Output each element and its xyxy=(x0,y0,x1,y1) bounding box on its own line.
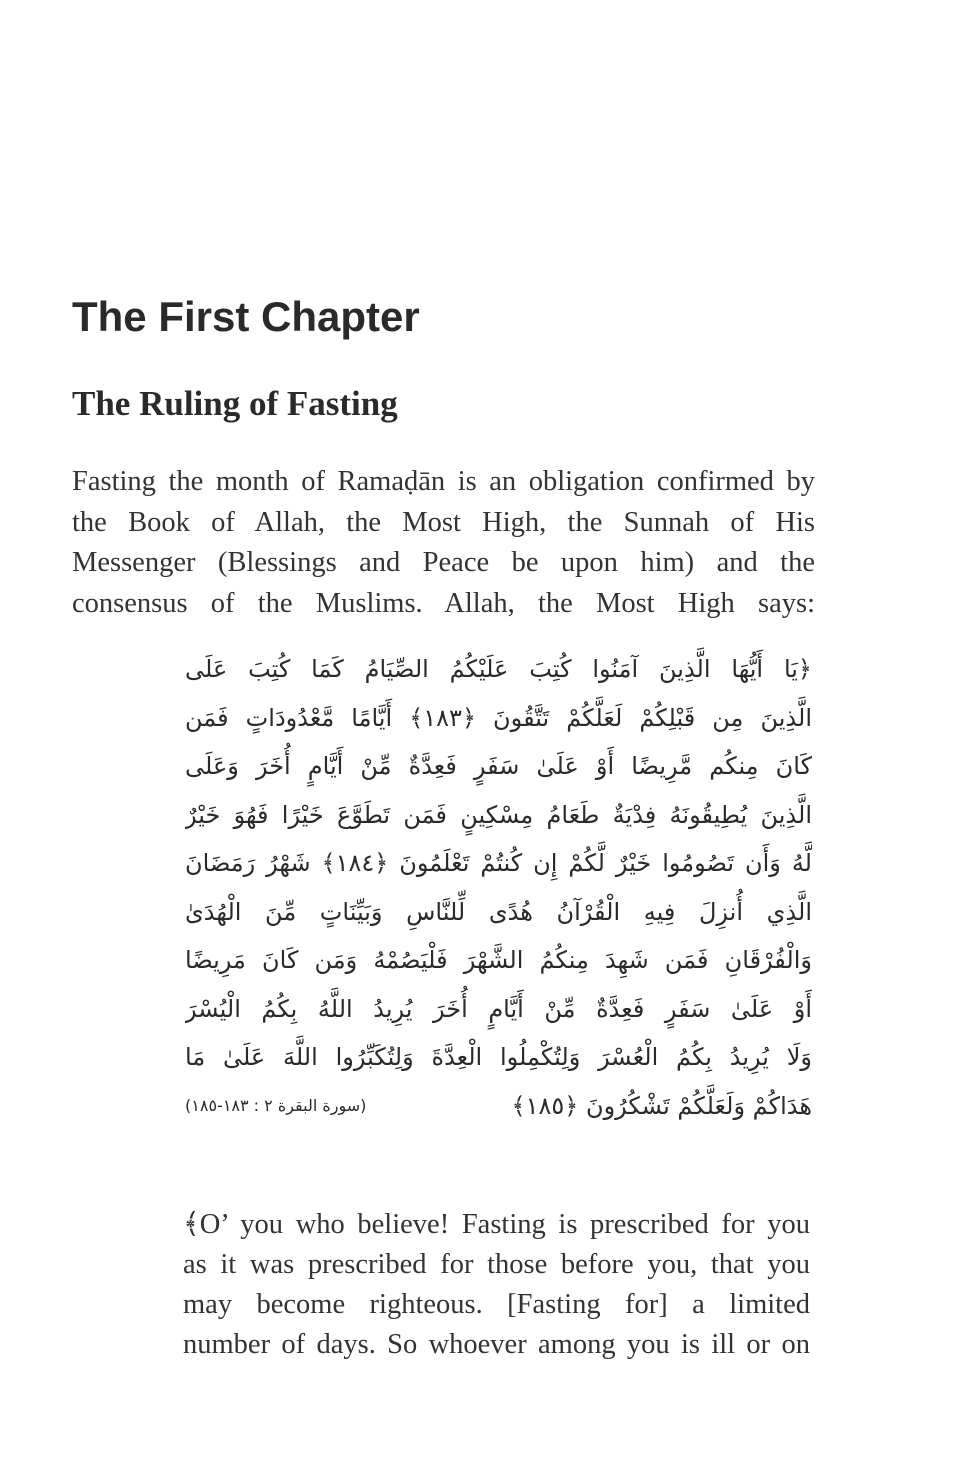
quran-line: وَلَا يُرِيدُ بِكُمُ الْعُسْرَ وَلِتُكْمِلُوا الْعِدَّةَ وَلِتُكَبِّرُوا اللَّهَ عَلَىٰ مَا xyxy=(185,1043,812,1071)
translation-paragraph xyxy=(183,1205,810,1365)
translation-line: as it was prescribed for those before you, that you xyxy=(183,1249,810,1280)
translation-line: may become righteous. [Fasting for] a limited xyxy=(183,1289,810,1320)
intro-line: Fasting the month of Ramaḍān is an obligation confirmed by xyxy=(72,466,815,497)
intro-line: consensus of the Muslims. Allah, the Most High says: xyxy=(72,587,815,619)
quran-line: أَوْ عَلَىٰ سَفَرٍ فَعِدَّةٌ مِّنْ أَيَّامٍ أُخَرَ يُرِيدُ اللَّهُ بِكُمُ الْيُسْرَ xyxy=(185,994,812,1023)
translation-line: number of days. So whoever among you is ill or on xyxy=(183,1329,810,1360)
quran-line: كَانَ مِنكُم مَّرِيضًا أَوْ عَلَىٰ سَفَرٍ فَعِدَّةٌ مِّنْ أَيَّامٍ أُخَرَ وَعَلَى xyxy=(185,752,812,780)
quran-line: لَّهُ وَأَن تَصُومُوا خَيْرٌ لَّكُمْ إِن كُنتُمْ تَعْلَمُونَ ﴿١٨٤﴾ شَهْرُ رَمَضَانَ xyxy=(185,849,812,877)
quran-reference: (سورة البقرة ٢ : ١٨٣-١٨٥) xyxy=(185,1095,367,1115)
quran-line: الَّذِي أُنزِلَ فِيهِ الْقُرْآنُ هُدًى لِّلنَّاسِ وَبَيِّنَاتٍ مِّنَ الْهُدَىٰ xyxy=(185,897,812,926)
quran-last-line xyxy=(185,1082,812,1130)
intro-line: the Book of Allah, the Most High, the Sunnah of His xyxy=(72,506,815,538)
quran-line: وَالْفُرْقَانِ فَمَن شَهِدَ مِنكُمُ الشَّهْرَ فَلْيَصُمْهُ وَمَن كَانَ مَرِيضًا xyxy=(185,946,812,974)
quran-line: الَّذِينَ مِن قَبْلِكُمْ لَعَلَّكُمْ تَتَّقُونَ ﴿١٨٣﴾ أَيَّامًا مَّعْدُودَاتٍ فَمَن xyxy=(185,703,812,732)
intro-paragraph xyxy=(72,462,815,624)
quran-line: الَّذِينَ يُطِيقُونَهُ فِدْيَةٌ طَعَامُ مِسْكِينٍ فَمَن تَطَوَّعَ خَيْرًا فَهُوَ خَيْرٌ xyxy=(185,800,812,829)
quran-verse-block xyxy=(185,645,812,1130)
quran-line: هَدَاكُمْ وَلَعَلَّكُمْ تَشْكُرُونَ ﴿١٨٥﴾ xyxy=(511,1091,812,1120)
chapter-title: The First Chapter xyxy=(72,293,420,340)
intro-line: Messenger (Blessings and Peace be upon him) and the xyxy=(72,547,815,578)
section-title: The Ruling of Fasting xyxy=(72,384,398,423)
quran-line: ﴿يَا أَيُّهَا الَّذِينَ آمَنُوا كُتِبَ عَلَيْكُمُ الصِّيَامُ كَمَا كُتِبَ عَلَى xyxy=(185,655,812,683)
translation-line: ﴾O’ you who believe! Fasting is prescribed for you xyxy=(183,1209,810,1240)
